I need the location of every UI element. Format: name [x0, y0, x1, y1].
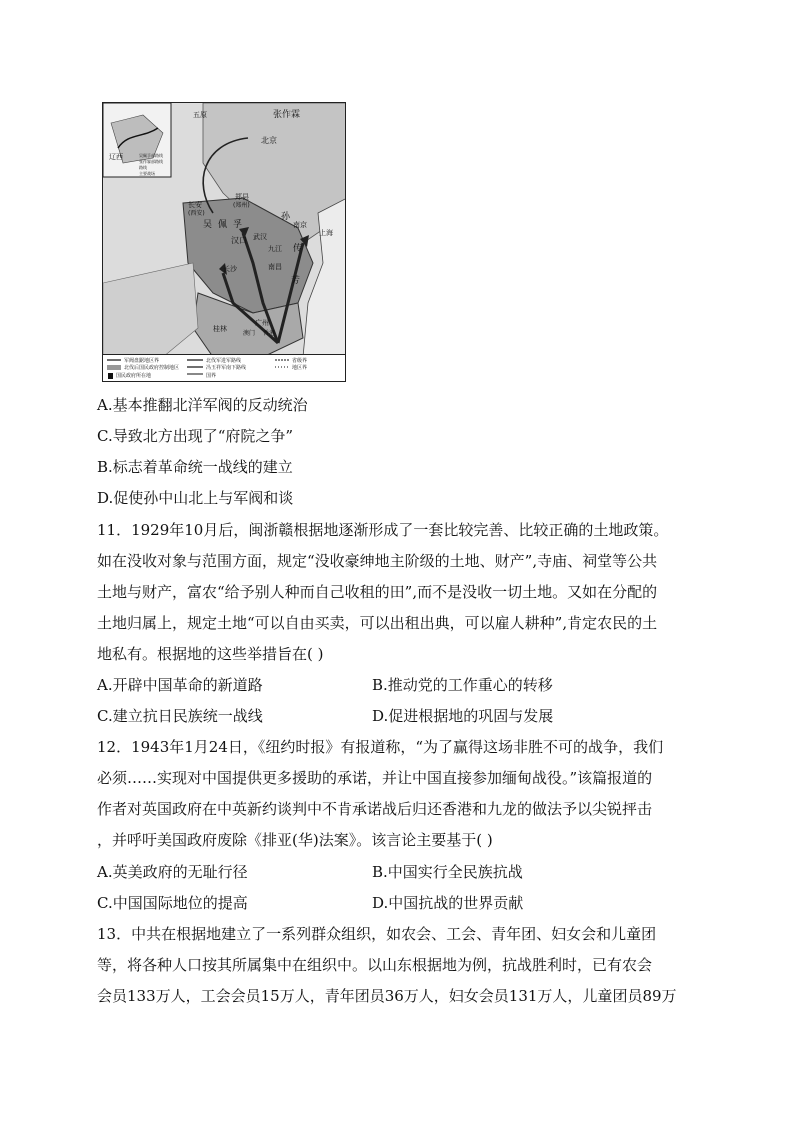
legend-item-4: 北伐后国民政府控制地区 [124, 365, 180, 371]
legend-item-6: 地区界 [292, 365, 308, 371]
inset-legend-3: 路线 [139, 165, 147, 170]
label-guangzhou: 广州 [255, 319, 269, 327]
q11-line-5: 地私有。根据地的这些举措旨在( ) [97, 645, 324, 663]
label-hankou: 汉口 [231, 236, 247, 245]
label-changan: 长安 [188, 201, 202, 209]
legend-drawing [103, 355, 346, 381]
q11-option-c[interactable]: C.建立抗日民族统一战线 [97, 707, 263, 725]
label-wuhan: 武汉 [253, 233, 267, 241]
map-drawing [103, 103, 346, 357]
q12-line-3: 作者对英国政府在中英新约谈判中不肯承诺战后归还香港和九龙的做法予以尖锐抨击 [97, 800, 653, 818]
label-beijing: 北京 [261, 136, 277, 145]
label-aomen: 澳门 [243, 330, 256, 337]
label-wuyuan: 五原 [193, 111, 207, 119]
legend-item-8: 国界 [206, 373, 217, 379]
q12-option-b[interactable]: B.中国实行全民族抗战 [372, 863, 523, 881]
label-xian: (西安) [188, 210, 205, 217]
legend-item-5: 冯玉祥军南下路线 [206, 365, 247, 371]
label-zhengxian: 郑县 [235, 193, 249, 201]
q11-option-d[interactable]: D.促进根据地的巩固与发展 [372, 707, 554, 725]
label-sun-1: 孙 [281, 212, 291, 222]
q12-line-4: ，并呼吁美国政府废除《排亚(华)法案》。该言论主要基于( ) [97, 831, 493, 849]
label-nanjing: 南京 [293, 221, 307, 229]
label-jiujiang: 九江 [268, 245, 282, 253]
inset-legend-2: 张作霖部路线 [139, 159, 163, 164]
legend-item-2: 北伐军进军路线 [206, 358, 242, 364]
q11-line-2: 如在没收对象与范围方面，规定“没收豪绅地主阶级的土地、财产”,寺庙、祠堂等公共 [97, 552, 658, 570]
legend-item-7: 国民政府所在地 [116, 373, 152, 379]
q10-option-c[interactable]: C.导致北方出现了“府院之争” [97, 427, 294, 445]
label-sun-3: 芳 [291, 276, 301, 286]
northern-expedition-map [102, 102, 346, 382]
q11-line-3: 土地与财产，富农“给予别人种而自己收租的田”,而不是没收一切土地。又如在分配的 [97, 583, 658, 601]
inset-legend-1: 吴佩孚部路线 [139, 153, 163, 158]
inset-legend-4: 主要战场 [139, 171, 155, 176]
label-sun-2: 传 [293, 244, 303, 254]
label-xianggang: 香港 [263, 330, 276, 337]
q12-line-2: 必须……实现对中国提供更多援助的承诺，并让中国直接参加缅甸战役。”该篇报道的 [97, 769, 653, 787]
q12-option-c[interactable]: C.中国国际地位的提高 [97, 894, 248, 912]
q10-option-d[interactable]: D.促使孙中山北上与军阀和谈 [97, 489, 294, 507]
label-shanghai: 上海 [319, 229, 333, 237]
q12-option-a[interactable]: A.英美政府的无耻行径 [97, 863, 248, 881]
q10-option-a[interactable]: A.基本推翻北洋军阀的反动统治 [97, 396, 308, 414]
label-zhengzhou: (郑州) [233, 202, 250, 209]
label-wupeifu: 吴佩孚 [203, 220, 249, 230]
q11-line-1: 11．1929年10月后，闽浙赣根据地逐渐形成了一套比较完善、比较正确的土地政策。 [97, 521, 669, 539]
q13-line-1: 13．中共在根据地建立了一系列群众组织，如农会、工会、青年团、妇女会和儿童团 [97, 925, 657, 943]
legend-item-3: 省级界 [292, 358, 308, 364]
q12-option-d[interactable]: D.中国抗战的世界贡献 [372, 894, 524, 912]
q12-line-1: 12．1943年1月24日，《纽约时报》有报道称，“为了赢得这场非胜不可的战争，我们 [97, 738, 664, 756]
q11-line-4: 土地归属上，规定土地“可以自由买卖，可以出租出典，可以雇人耕种”,肯定农民的土 [97, 614, 658, 632]
q13-line-3: 会员133万人，工会会员15万人，青年团员36万人，妇女会员131万人，儿童团员89万 [97, 987, 677, 1005]
label-inset: 辽西 [109, 153, 123, 161]
legend-item-1: 军阀盘踞地区界 [124, 358, 160, 364]
label-nanchang: 南昌 [268, 263, 282, 271]
map-legend [103, 354, 345, 381]
q10-option-b[interactable]: B.标志着革命统一战线的建立 [97, 458, 293, 476]
q11-option-b[interactable]: B.推动党的工作重心的转移 [372, 676, 553, 694]
q11-option-a[interactable]: A.开辟中国革命的新道路 [97, 676, 263, 694]
label-guilin: 桂林 [213, 325, 227, 333]
label-zhangzuolin: 张作霖 [273, 110, 301, 120]
q13-line-2: 等，将各种人口按其所属集中在组织中。以山东根据地为例，抗战胜利时，已有农会 [97, 956, 653, 974]
label-changsha: 长沙 [223, 265, 237, 273]
